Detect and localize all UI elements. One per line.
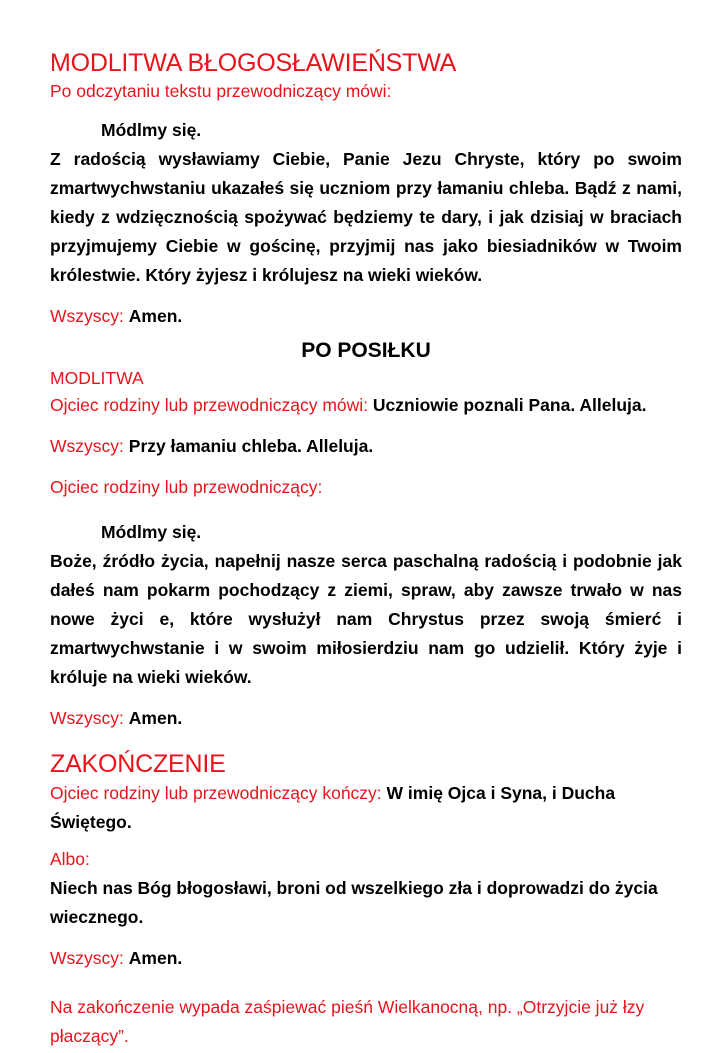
all-label: Wszyscy: [50, 306, 124, 326]
after-meal-all-line-1 [50, 432, 682, 461]
after-meal-subheading: MODLITWA [50, 368, 144, 388]
leader-label: Ojciec rodziny lub przewodniczący mówi: [50, 395, 369, 415]
after-meal-all-line-2 [50, 704, 682, 733]
all-label: Wszyscy: [50, 948, 124, 968]
leader-text: W imię Ojca i Syna, i Ducha Świętego. [50, 783, 616, 832]
ending-alt-text: Niech nas Bóg błogosławi, broni od wszelkiego zła i doprowadzi do życia wiecznego. [50, 878, 658, 927]
leader-label: Ojciec rodziny lub przewodniczący kończy: [50, 783, 382, 803]
all-label: Wszyscy: [50, 708, 124, 728]
blessing-title: MODLITWA BŁOGOSŁAWIEŃSTWA [50, 49, 457, 77]
after-meal-heading: PO POSIŁKU [301, 339, 431, 362]
ending-title: ZAKOŃCZENIE [50, 750, 226, 778]
ending-or-label: Albo: [50, 849, 90, 869]
blessing-instruction: Po odczytaniu tekstu przewodniczący mówi: [50, 81, 392, 101]
ending-all-line [50, 944, 682, 973]
document-page [50, 48, 682, 1051]
after-meal-leader-label-2: Ojciec rodziny lub przewodniczący: [50, 477, 323, 497]
after-meal-lets-pray: Módlmy się. [101, 522, 202, 542]
leader-text: Uczniowie poznali Pana. Alleluja. [372, 395, 647, 415]
all-text: Przy łamaniu chleba. Alleluja. [128, 436, 374, 456]
all-text: Amen. [128, 708, 183, 728]
after-meal-prayer: Boże, źródło życia, napełnij nasze serca paschalną radością i podobnie jak dałeś nam pokarm pochodzący z ziemi, spraw, aby zawsze trwało w nas nowe życi e, które wysłużył nam Chrystus przez swoją śmierć i zmartwychwstanie i w swoim miłosierdziu nam go udzielił. Który żyje i króluje na wieki wieków. [50, 551, 682, 687]
ending-note: Na zakończenie wypada zaśpiewać pieśń Wielkanocną, np. „Otrzyjcie już łzy płaczący”. [50, 997, 645, 1046]
blessing-response [50, 302, 682, 331]
all-text: Amen. [128, 948, 183, 968]
all-response: Amen. [128, 306, 183, 326]
after-meal-leader-line [50, 391, 682, 420]
ending-leader-line [50, 779, 682, 837]
all-label: Wszyscy: [50, 436, 124, 456]
blessing-lets-pray: Módlmy się. [101, 120, 202, 140]
blessing-prayer: Z radością wysławiamy Ciebie, Panie Jezu Chryste, który po swoim zmartwychwstaniu ukazałeś się uczniom przy łamaniu chleba. Bądź z nami, kiedy z wdzięcznością spożywać będziemy te dary, i jak dzisiaj w braciach przyjmujemy Ciebie w gościnę, przyjmij nas jako biesiadników w Twoim królestwie. Który żyjesz i królujesz na wieki wieków. [50, 149, 682, 285]
